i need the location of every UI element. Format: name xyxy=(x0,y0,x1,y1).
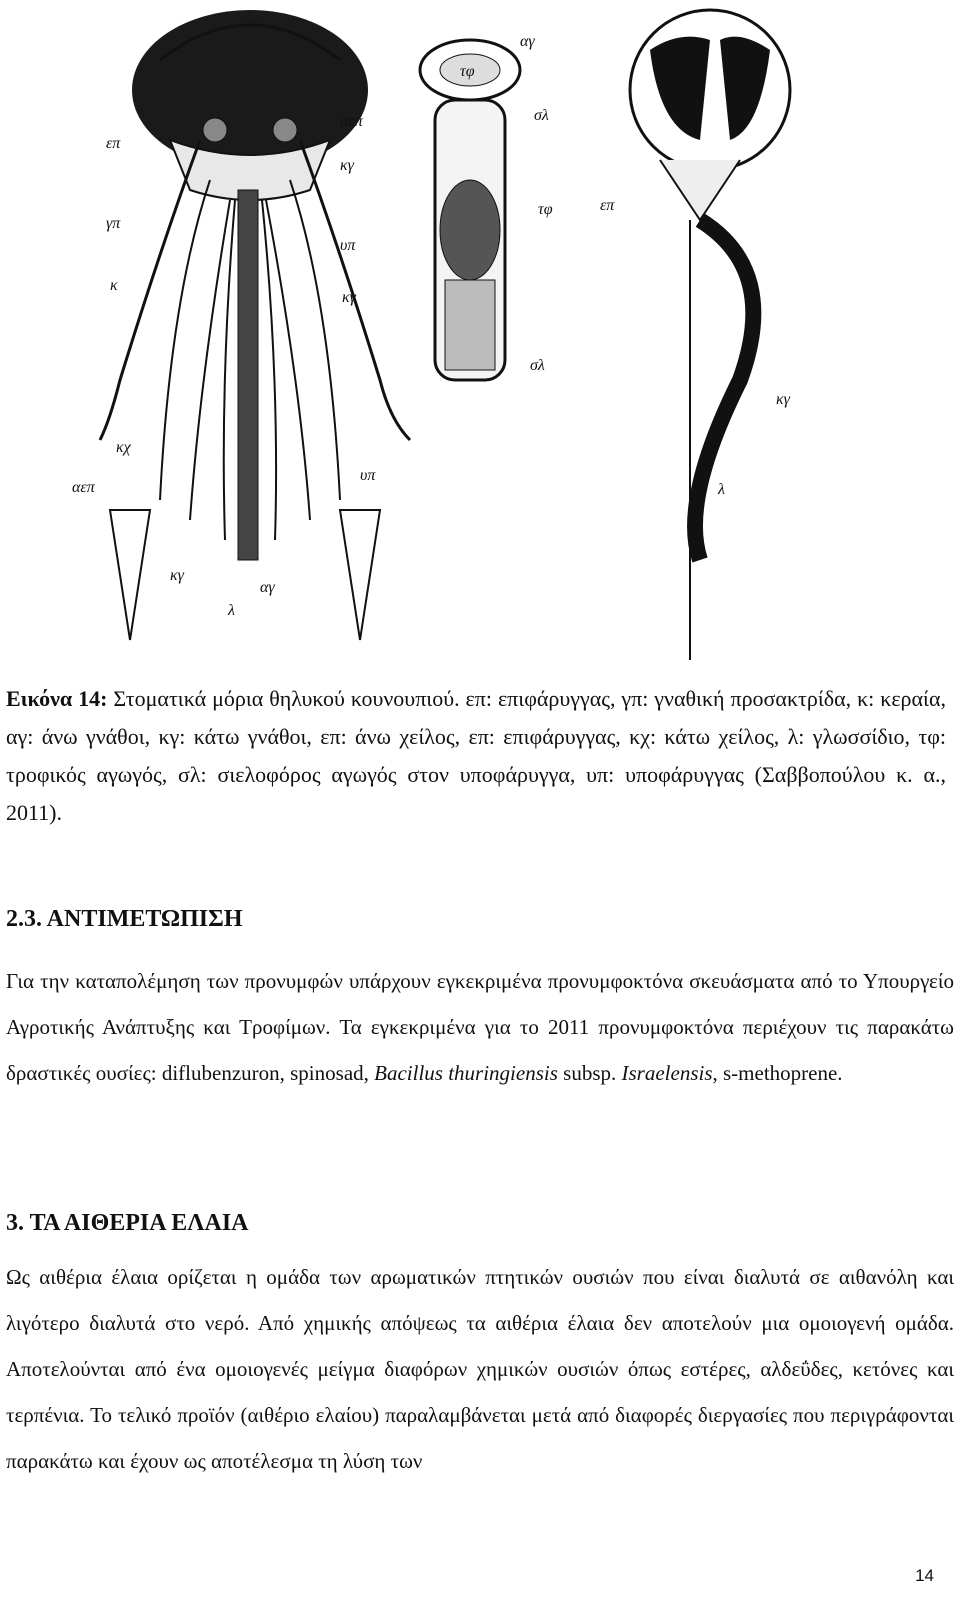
label-gp: γπ xyxy=(106,215,121,232)
caption-text: Στοματικά μόρια θηλυκού κουνουπιού. επ: επιφάρυγγας, γπ: γναθική προσακτρίδα, κ: κεραία, αγ: άνω γνάθοι, κγ: κάτω γνάθοι, επ: άνω χείλος, επ: επιφάρυγγας, κχ: κάτω χείλος, λ: γλωσσίδιο, τφ: τροφικός αγωγός, σλ: σιελοφόρος αγωγός στον υποφάρυγγα, υπ: υποφάρυγγας (Σαββοπούλου κ. α., 2011). xyxy=(6,686,947,825)
label-sl-bottom: σλ xyxy=(530,357,545,374)
subspecies-name: Israelensis xyxy=(621,1061,713,1085)
label-kg-left: κγ xyxy=(170,567,184,584)
caption-label: Εικόνα 14: xyxy=(6,686,108,711)
label-l-right: λ xyxy=(718,481,725,498)
mouthparts-illustration xyxy=(40,0,940,680)
paragraph-essential-oils: Ως αιθέρια έλαια ορίζεται η ομάδα των αρωματικών πτητικών ουσιών που είναι διαλυτά σε αιθανόλη και λιγότερο διαλυτά στο νερό. Από χημικής απόψεως τα αιθέρια έλαια δεν αποτελούν μια ομοιογενή ομάδα. Αποτελούνται από ένα ομοιογενές μείγμα διαφόρων χημικών ουσιών όπως εστέρες, αλδεΰδες, κετόνες και τερπένια. Το τελικό προϊόν (αιθέριο ελαίου) παραλαμβάνεται μετά από διαφορές διεργασίες που περιγράφονται παρακάτω και έχουν ως αποτέλεσμα τη λύση των xyxy=(6,1265,954,1473)
middle-section-drawing xyxy=(340,33,553,380)
label-ep-left: επ xyxy=(106,135,121,152)
label-l-left: λ xyxy=(228,602,235,619)
page-number: 14 xyxy=(915,1566,934,1585)
left-head-drawing xyxy=(72,10,410,640)
label-aep-left: αεπ xyxy=(72,479,95,496)
label-sl-top: σλ xyxy=(534,107,549,124)
figure-caption xyxy=(6,680,946,832)
mosquito-mouthparts-figure xyxy=(40,0,940,680)
label-tf-top: τφ xyxy=(460,63,475,80)
species-name: Bacillus thuringiensis xyxy=(374,1061,558,1085)
paragraph-treatment: Για την καταπολέμηση των προνυμφών υπάρχουν εγκεκριμένα προνυμφοκτόνα σκευάσματα από το Υπουργείο Αγροτικής Ανάπτυξης και Τροφίμων. Τα εγκεκριμένα για το 2011 προνυμφοκτόνα περιέχουν τις παρακάτω δραστικές ουσίες: diflubenzuron, spinosad, Bacillus thuringiensis subsp. Israelensis, s-methoprene. xyxy=(6,969,954,1085)
label-ag-left: αγ xyxy=(260,579,275,596)
label-yp-left: υπ xyxy=(360,467,376,484)
label-ep-right: επ xyxy=(600,197,615,214)
right-head-drawing xyxy=(600,10,791,660)
label-k: κ xyxy=(110,277,118,294)
label-ag-mid: αγ xyxy=(520,33,535,50)
label-tf-mid: τφ xyxy=(538,201,553,218)
label-kg-mid2: κγ xyxy=(342,289,356,306)
label-kg-right: κγ xyxy=(776,391,790,408)
section-heading-treatment: 2.3. ΑΝΤΙΜΕΤΩΠΙΣΗ xyxy=(6,906,243,932)
label-kg-mid: κγ xyxy=(340,157,354,174)
label-kx: κχ xyxy=(116,439,131,456)
section-heading-essential-oils: 3. ΤΑ ΑΙΘΕΡΙΑ ΕΛΑΙΑ xyxy=(6,1210,249,1236)
label-aep-mid: αεπ xyxy=(340,113,363,130)
label-yp-mid: υπ xyxy=(340,237,356,254)
